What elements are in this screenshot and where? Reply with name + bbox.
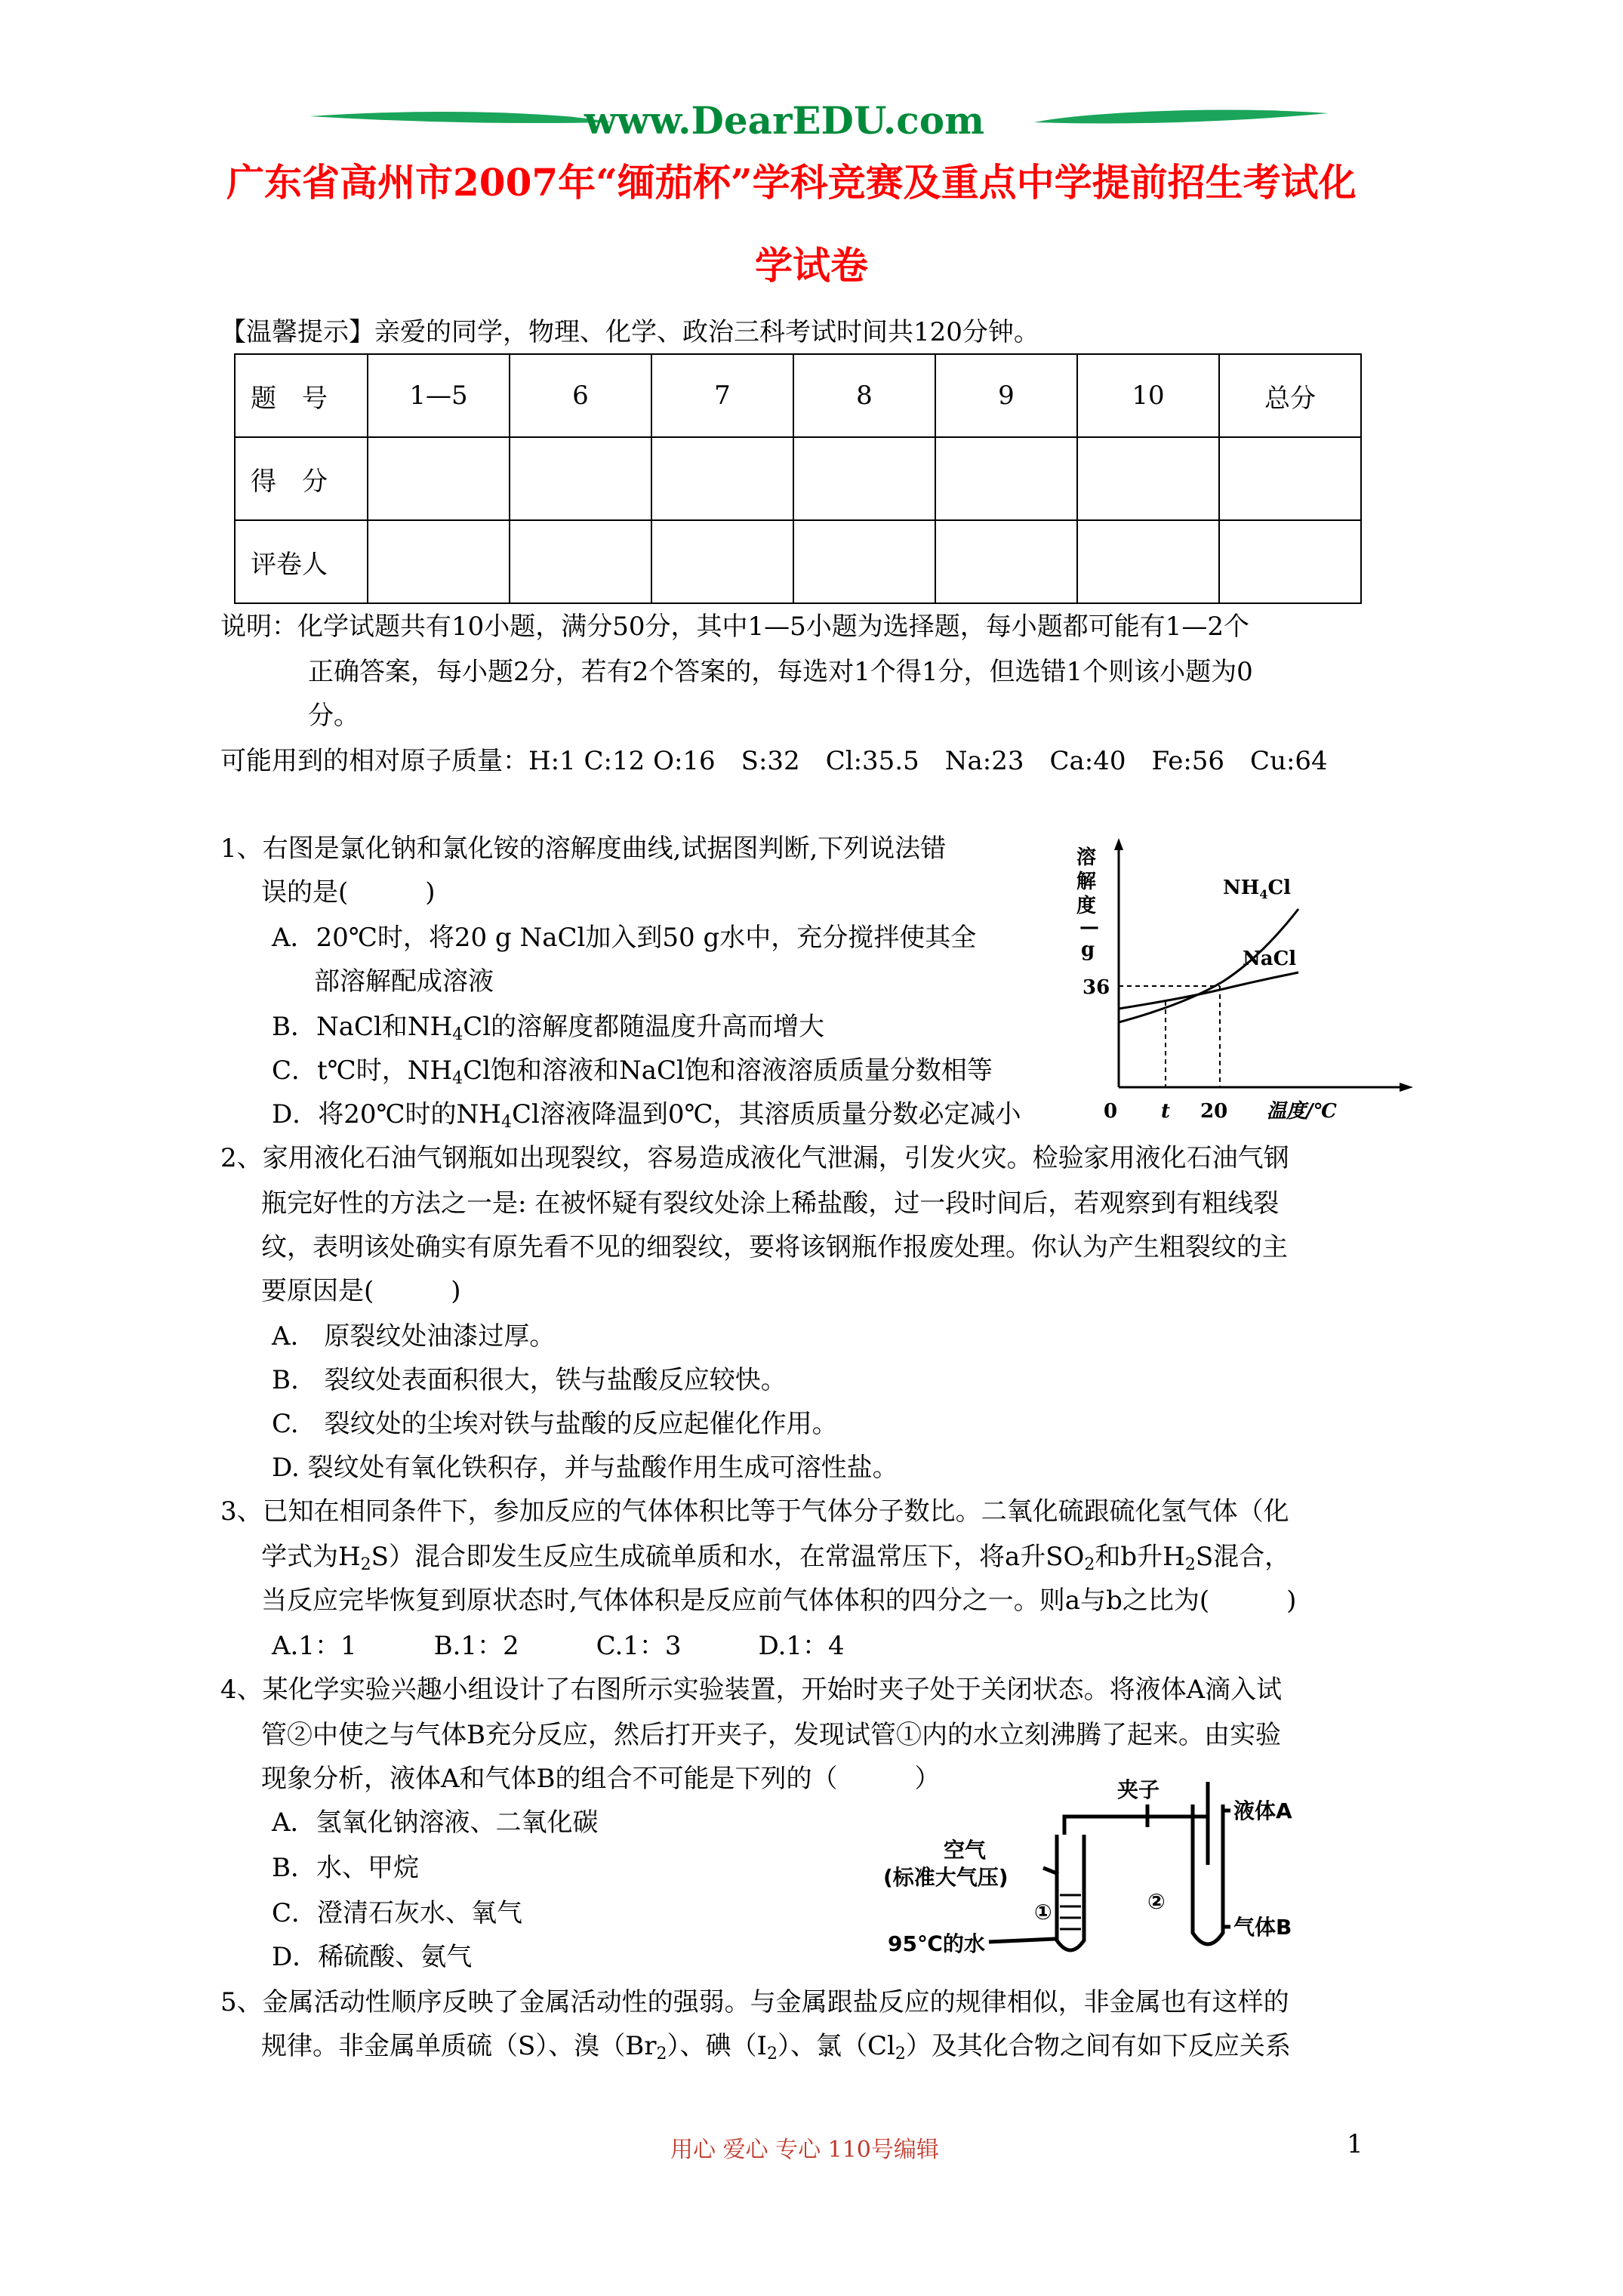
left-swoosh	[310, 112, 611, 123]
label-clamp: 夹子	[1117, 1777, 1160, 1802]
table-cell: 得 分	[235, 437, 368, 520]
tip-text: 【温馨提示】亲爱的同学，物理、化学、政治三科考试时间共120分钟。	[220, 317, 1039, 347]
table-cell: 题 号	[235, 354, 368, 437]
table-cell: 8	[793, 354, 935, 437]
grader-input-cell[interactable]	[651, 520, 793, 603]
grader-input-cell[interactable]	[1219, 520, 1361, 603]
site-url[interactable]: www.DearEDU.com	[584, 98, 985, 143]
table-cell: 评卷人	[235, 520, 368, 603]
x-axis-label: 温度/℃	[1267, 1100, 1337, 1123]
apparatus-figure	[876, 1774, 1329, 1971]
label-gas-b: 气体B	[1233, 1915, 1292, 1940]
test-tube-1	[1057, 1835, 1084, 1950]
score-table	[234, 353, 1362, 604]
label-liquid-a: 液体A	[1233, 1798, 1292, 1823]
x-tick-label: 20	[1200, 1100, 1228, 1123]
question-2-stem: 要原因是( )	[261, 1276, 461, 1306]
question-2-stem: 2、家用液化石油气钢瓶如出现裂纹，容易造成液化气泄漏，引发火灾。检验家用液化石油气钢	[220, 1143, 1289, 1173]
label-air: 空气	[944, 1838, 987, 1863]
question-3-stem: 学式为$H_2S$）混合即发生反应生成硫单质和水，在常温常压下，将a升$SO_2$和b升$H_2S$混合，	[261, 1542, 1291, 1574]
grader-input-cell[interactable]	[368, 520, 510, 603]
note-line: 正确答案，每小题2分，若有2个答案的，每选对1个得1分，但选错1个则该小题为0	[308, 657, 1253, 687]
table-cell: 7	[651, 354, 793, 437]
footer-editor: 用心 爱心 专心 110号编辑	[670, 2137, 939, 2163]
y-axis-label-char: 度	[1076, 895, 1097, 917]
option-b: B. 裂纹处表面积很大，铁与盐酸反应较快。	[272, 1365, 787, 1395]
note-line: 说明：化学试题共有10小题，满分50分，其中1—5小题为选择题，每小题都可能有1—2个	[220, 612, 1250, 642]
option-d: D．将20℃时的$NH_4Cl$溶液降温到0℃，其溶质质量分数必定减小	[272, 1099, 1021, 1132]
option-c: C．t℃时，$NH_4Cl$饱和溶液和NaCl饱和溶液溶质质量分数相等	[272, 1056, 993, 1088]
score-input-cell[interactable]	[1077, 437, 1219, 520]
label-water: 95℃的水	[888, 1931, 985, 1956]
score-input-cell[interactable]	[935, 437, 1077, 520]
score-input-cell[interactable]	[793, 437, 935, 520]
y-axis-label-char: 解	[1076, 871, 1097, 893]
question-4-stem: 现象分析，液体A和气体B的组合不可能是下列的（ ）	[261, 1764, 941, 1794]
pointer-water	[989, 1939, 1055, 1942]
x-axis-arrow	[1400, 1083, 1413, 1092]
score-input-cell[interactable]	[651, 437, 793, 520]
page-title-line2: 学试卷	[755, 243, 868, 288]
question-5-stem: 5、金属活动性顺序反映了金属活动性的强弱。与金属跟盐反应的规律相似，非金属也有这样的	[220, 1987, 1289, 2017]
y-axis-label-char: —	[1079, 916, 1099, 938]
solubility-chart	[1072, 838, 1419, 1125]
question-4-stem: 管②中使之与气体B充分反应，然后打开夹子，发现试管①内的水立刻沸腾了起来。由实验	[261, 1720, 1281, 1750]
question-5-stem: 规律。非金属单质硫（S）、溴$(Br_2)$、碘$(I_2)$、氯$(Cl_2)$及其化合物之间有如下反应关系	[261, 2031, 1291, 2063]
label-atmosphere: (标准大气压)	[883, 1865, 1009, 1890]
table-row	[235, 520, 1361, 603]
table-cell: 10	[1077, 354, 1219, 437]
option-a: 部溶解配成溶液	[314, 966, 494, 997]
page-number: 1	[1347, 2129, 1363, 2159]
option-b: B．NaCl和$NH_4Cl$的溶解度都随温度升高而增大	[272, 1012, 825, 1044]
grader-input-cell[interactable]	[1077, 520, 1219, 603]
table-row	[235, 437, 1361, 520]
question-4-stem: 4、某化学实验兴趣小组设计了右图所示实验装置，开始时夹子处于关闭状态。将液体A滴入试	[220, 1675, 1283, 1705]
table-row	[235, 354, 1361, 437]
table-cell: 9	[935, 354, 1077, 437]
water-level	[1060, 1895, 1081, 1929]
option-c: C．澄清石灰水、氧气	[272, 1898, 523, 1928]
question-2-stem: 纹，表明该处确实有原先看不见的细裂纹，要将该钢瓶作报废处理。你认为产生粗裂纹的主	[261, 1232, 1288, 1262]
table-cell: 6	[510, 354, 651, 437]
y-tick-label: 36	[1083, 976, 1110, 999]
option-a: A．20℃时，将20 g NaCl加入到50 g水中，充分搅拌使其全	[272, 923, 977, 953]
table-cell: 1—5	[368, 354, 510, 437]
y-axis-arrow	[1114, 838, 1123, 850]
grader-input-cell[interactable]	[793, 520, 935, 603]
page-title-line1: 广东省高州市2007年“缅茄杯”学科竞赛及重点中学提前招生考试化	[226, 160, 1357, 205]
series-label-nh4cl: $NH_4Cl$	[1223, 877, 1292, 901]
table-cell: 总分	[1219, 354, 1361, 437]
y-axis-label-char: g	[1081, 938, 1095, 961]
question-2-stem: 瓶完好性的方法之一是: 在被怀疑有裂纹处涂上稀盐酸，过一段时间后，若观察到有粗线裂	[261, 1188, 1280, 1219]
label-tube-2: ②	[1147, 1889, 1166, 1914]
question-3-stem: 3、已知在相同条件下，参加反应的气体体积比等于气体分子数比。二氧化硫跟硫化氢气体（化	[220, 1496, 1289, 1527]
option-d: D．稀硫酸、氨气	[272, 1942, 473, 1972]
y-axis-label-char: 溶	[1076, 846, 1097, 869]
score-input-cell[interactable]	[1219, 437, 1361, 520]
x-tick-label: 0	[1104, 1100, 1118, 1123]
note-line: 分。	[308, 701, 359, 731]
grader-input-cell[interactable]	[510, 520, 651, 603]
series-label-nacl: NaCl	[1243, 948, 1297, 970]
score-input-cell[interactable]	[510, 437, 651, 520]
x-tick-label: t	[1161, 1100, 1171, 1123]
right-swoosh	[1034, 109, 1329, 123]
option-a: A. 原裂纹处油漆过厚。	[272, 1321, 556, 1351]
label-tube-1: ①	[1034, 1900, 1052, 1925]
question-1-stem: 1、右图是氯化钠和氯化铵的溶解度曲线,试据图判断,下列说法错	[220, 834, 947, 864]
question-3-stem: 当反应完毕恢复到原状态时,气体体积是反应前气体体积的四分之一。则a与b之比为( )	[261, 1586, 1297, 1616]
score-input-cell[interactable]	[368, 437, 510, 520]
atomic-masses: 可能用到的相对原子质量：H:1 C:12 O:16 S:32 Cl:35.5 Na:23 Ca:40 Fe:56 Cu:64	[220, 746, 1328, 776]
option-c: C. 裂纹处的尘埃对铁与盐酸的反应起催化作用。	[272, 1409, 838, 1439]
option-b: B．水、甲烷	[272, 1853, 419, 1883]
question-3-options: A.1：1 B.1：2 C.1：3 D.1：4	[272, 1631, 845, 1661]
grader-input-cell[interactable]	[935, 520, 1077, 603]
option-a: A．氢氧化钠溶液、二氧化碳	[272, 1808, 599, 1838]
option-d: D. 裂纹处有氧化铁积存，并与盐酸作用生成可溶性盐。	[272, 1453, 898, 1483]
question-1-stem: 误的是( )	[261, 877, 436, 908]
